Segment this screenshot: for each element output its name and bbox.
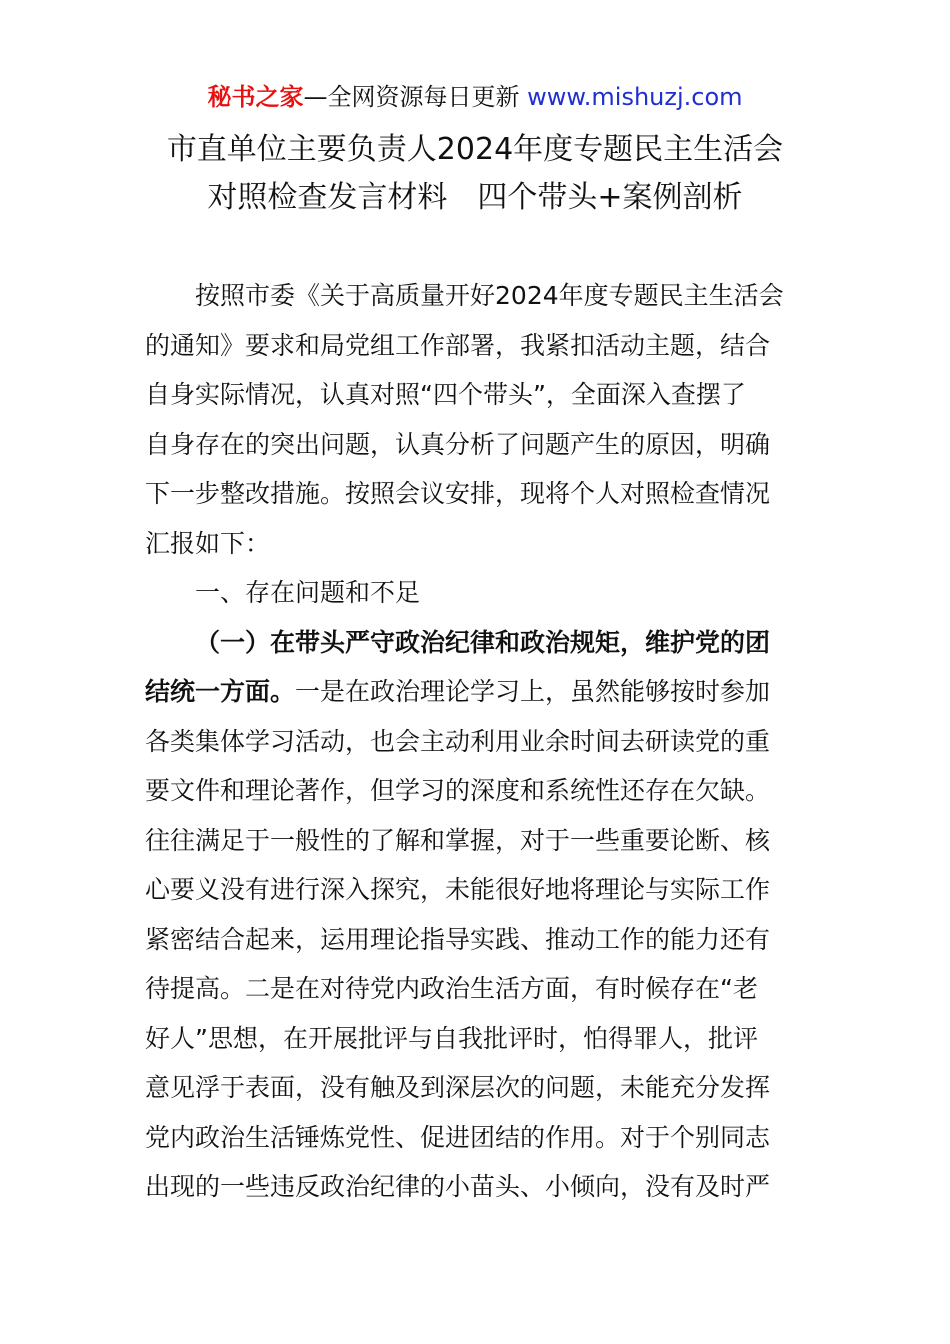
body-line-mixed — [145, 667, 810, 717]
site-header — [0, 80, 950, 114]
intro-line: 自身存在的突出问题，认真分析了问题产生的原因，明确 — [145, 429, 771, 459]
body-line-text: 一是在政治理论学习上，虽然能够按时参加 — [295, 677, 771, 706]
site-url-link[interactable]: www.mishuzj.com — [527, 83, 743, 111]
body-line: 意见浮于表面，没有触及到深层次的问题，未能充分发挥 — [145, 1073, 771, 1102]
body-line: 党内政治生活锤炼党性、促进团结的作用。对于个别同志 — [145, 1122, 771, 1152]
subsection-heading: （一）在带头严守政治纪律和政治规矩，维护党的团 — [195, 627, 771, 657]
site-tagline: —全网资源每日更新 — [303, 83, 528, 111]
body-line: 紧密结合起来，运用理论指导实践、推动工作的能力还有 — [145, 924, 771, 954]
intro-line: 按照市委《关于高质量开好2024年度专题民主生活会 — [195, 281, 784, 310]
intro-line: 的通知》要求和局党组工作部署，我紧扣活动主题，结合 — [145, 330, 771, 360]
body-line: 待提高。二是在对待党内政治生活方面，有时候存在“老 — [145, 974, 758, 1003]
intro-line: 自身实际情况，认真对照“四个带头”，全面深入查摆了 — [145, 380, 746, 409]
document-title-line-1: 市直单位主要负责人2024年度专题民主生活会 — [166, 132, 784, 167]
section-heading: 一、存在问题和不足 — [195, 578, 421, 607]
body-line: 往往满足于一般性的了解和掌握，对于一些重要论断、核 — [145, 825, 771, 855]
subsection-heading-end: 结统一方面。 — [145, 677, 296, 706]
intro-line: 汇报如下： — [145, 528, 271, 558]
body-line: 出现的一些违反政治纪律的小苗头、小倾向，没有及时严 — [145, 1172, 771, 1201]
document-title-line-2: 对照检查发言材料 四个带头+案例剖析 — [207, 180, 743, 215]
intro-line: 下一步整改措施。按照会议安排，现将个人对照检查情况 — [145, 479, 771, 508]
body-line: 好人”思想，在开展批评与自我批评时，怕得罪人，批评 — [145, 1023, 758, 1053]
site-brand: 秘书之家 — [207, 83, 304, 111]
body-paragraph-intro — [145, 271, 810, 1212]
body-line: 各类集体学习活动，也会主动利用业余时间去研读党的重 — [145, 726, 771, 756]
body-line: 心要义没有进行深入探究，未能很好地将理论与实际工作 — [145, 875, 771, 904]
body-line: 要文件和理论著作，但学习的深度和系统性还存在欠缺。 — [145, 776, 771, 805]
